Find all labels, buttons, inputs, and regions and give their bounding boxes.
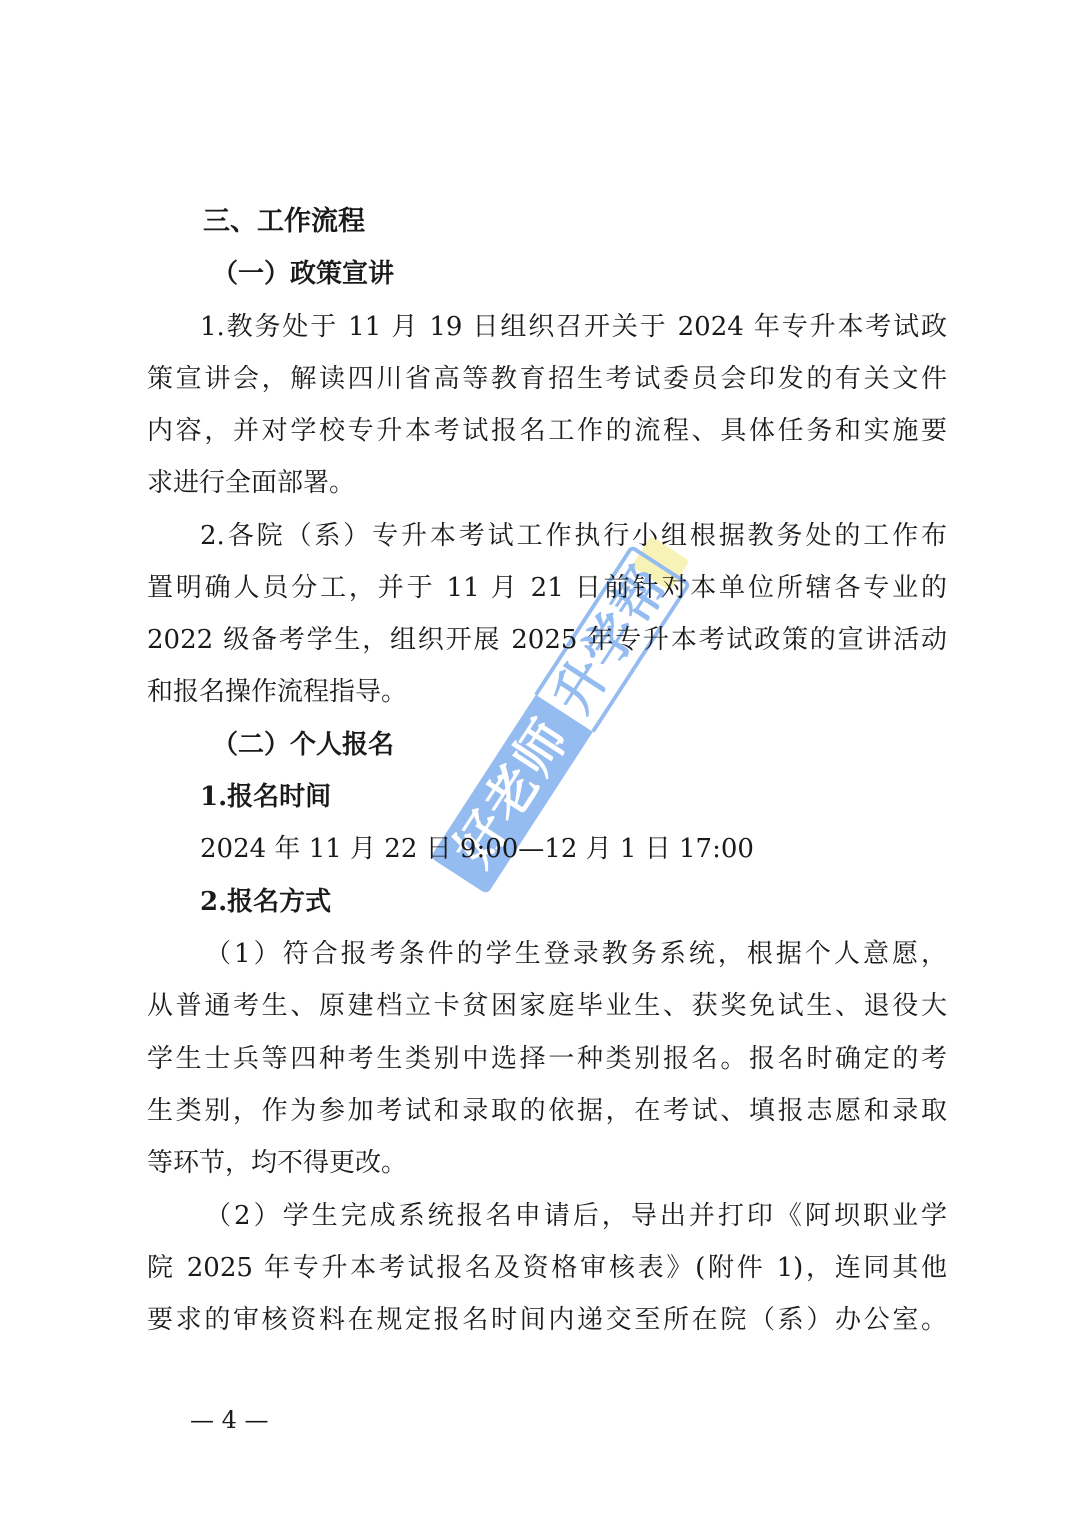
policy-p2-line: 和报名操作流程指导。 bbox=[147, 677, 408, 707]
page-number: — 4 — bbox=[190, 1406, 269, 1434]
registration-m1-line: 生类别，作为参加考试和录取的依据，在考试、填报志愿和录取 bbox=[147, 1096, 947, 1126]
registration-time-value: 2024 年 11 月 22 日 9:00—12 月 1 日 17:00 bbox=[200, 834, 754, 864]
policy-p1-line: 内容，并对学校专升本考试报名工作的流程、具体任务和实施要 bbox=[147, 416, 947, 446]
policy-p1-line: 1.教务处于 11 月 19 日组织召开关于 2024 年专升本考试政 bbox=[200, 312, 947, 342]
registration-m2-line: 要求的审核资料在规定报名时间内递交至所在院（系）办公室。 bbox=[147, 1305, 947, 1335]
registration-m2-line: （2）学生完成系统报名申请后，导出并打印《阿坝职业学 bbox=[205, 1201, 947, 1231]
policy-p2-line: 置明确人员分工，并于 11 月 21 日前针对本单位所辖各专业的 bbox=[147, 573, 947, 603]
registration-m1-line: 学生士兵等四种考生类别中选择一种类别报名。报名时确定的考 bbox=[147, 1044, 947, 1074]
registration-m1-line: 等环节，均不得更改。 bbox=[147, 1148, 408, 1178]
policy-p1-line: 求进行全面部署。 bbox=[147, 468, 356, 498]
registration-time-heading: 1.报名时间 bbox=[200, 782, 332, 812]
policy-p2-line: 2022 级备考学生，组织开展 2025 年专升本考试政策的宣讲活动 bbox=[147, 625, 947, 655]
registration-heading: （二）个人报名 bbox=[212, 730, 395, 760]
registration-m1-line: 从普通考生、原建档立卡贫困家庭毕业生、获奖免试生、退役大 bbox=[147, 991, 947, 1021]
policy-p1-line: 策宣讲会，解读四川省高等教育招生考试委员会印发的有关文件 bbox=[147, 364, 947, 394]
watermark-left-text: 好老师 bbox=[430, 695, 593, 895]
policy-heading: （一）政策宣讲 bbox=[212, 259, 395, 289]
section-heading: 三、工作流程 bbox=[203, 206, 365, 237]
watermark-right-text: 升学帮 bbox=[534, 544, 691, 733]
policy-p2-line: 2.各院（系）专升本考试工作执行小组根据教务处的工作布 bbox=[200, 521, 947, 551]
registration-m1-line: （1）符合报考条件的学生登录教务系统，根据个人意愿， bbox=[205, 939, 947, 969]
registration-method-heading: 2.报名方式 bbox=[200, 887, 332, 917]
registration-m2-line: 院 2025 年专升本考试报名及资格审核表》(附件 1)，连同其他 bbox=[147, 1253, 947, 1283]
